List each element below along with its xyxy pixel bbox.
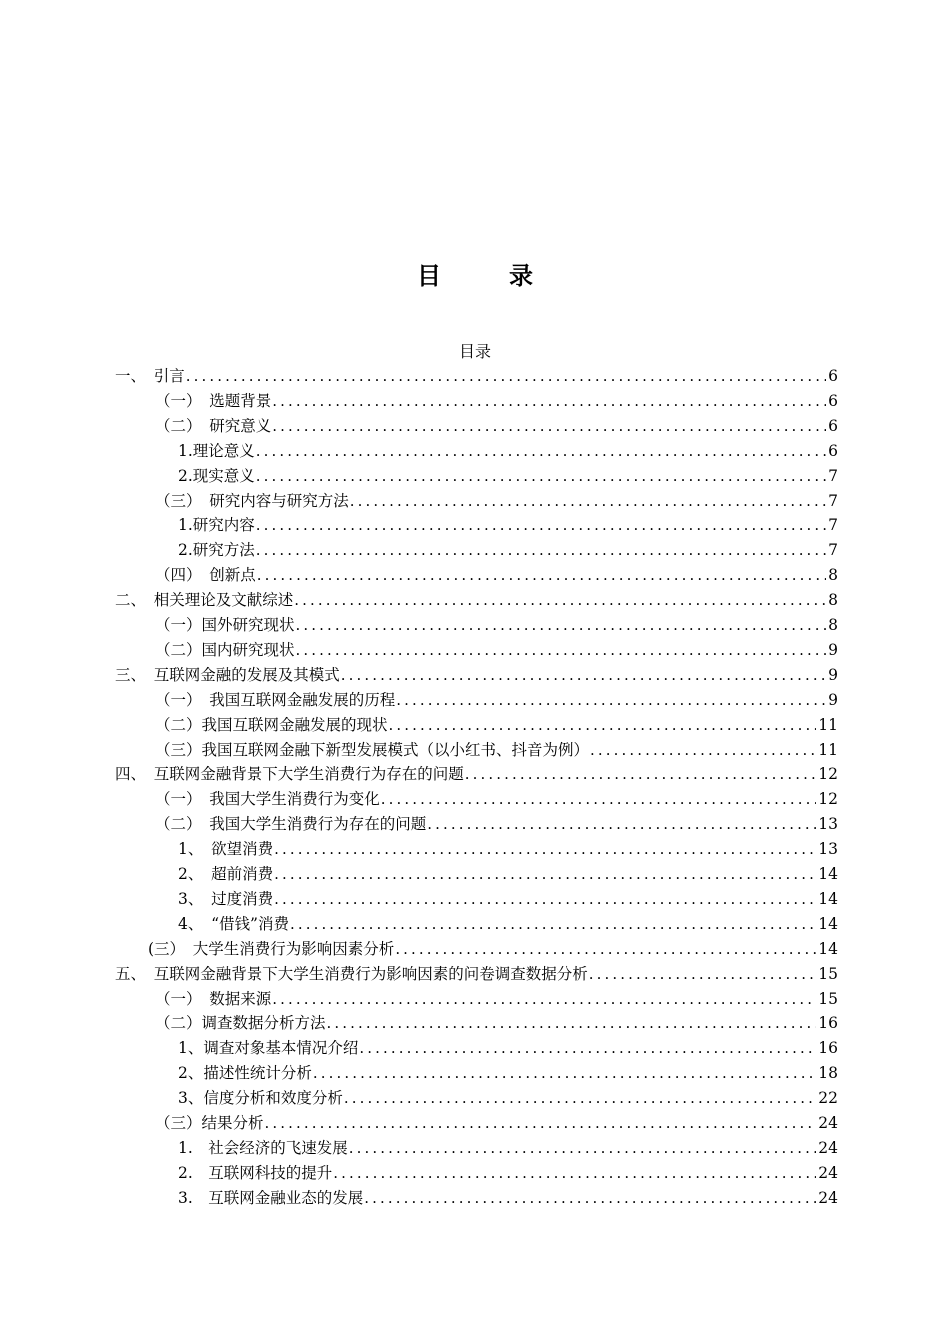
- toc-entry[interactable]: [178, 862, 838, 887]
- toc-entry[interactable]: [155, 489, 838, 514]
- toc-entry-label: （四） 创新点: [155, 566, 256, 585]
- toc-entry-page: 24: [818, 1138, 838, 1157]
- toc-entry-page: 7: [828, 466, 838, 485]
- toc-entry-page: 14: [818, 939, 838, 958]
- toc-entry-page: 12: [818, 765, 838, 784]
- toc-leader-dots: [272, 414, 826, 439]
- toc-leader-dots: [327, 1011, 817, 1036]
- toc-entry-page: 15: [818, 989, 838, 1008]
- toc-entry-label: 1.理论意义: [178, 441, 255, 460]
- toc-entry[interactable]: [155, 812, 838, 837]
- toc-leader-dots: [256, 464, 826, 489]
- toc-entry-page: 6: [828, 416, 838, 435]
- toc-leader-dots: [294, 588, 826, 613]
- toc-entry-page: 12: [818, 790, 838, 809]
- toc-leader-dots: [344, 1086, 816, 1111]
- toc-entry-label: 二、 相关理论及文献综述: [115, 591, 294, 610]
- toc-entry-label: (三） 大学生消费行为影响因素分析: [148, 939, 395, 958]
- toc-leader-dots: [427, 812, 816, 837]
- toc-entry-page: 13: [818, 840, 838, 859]
- toc-entry-page: 6: [828, 391, 838, 410]
- toc-entry[interactable]: [155, 987, 838, 1012]
- toc-entry-page: 24: [818, 1114, 838, 1132]
- toc-leader-dots: [396, 688, 826, 713]
- toc-leader-dots: [256, 513, 826, 538]
- toc-heading: 目录: [458, 342, 491, 361]
- toc-entry[interactable]: [155, 1011, 838, 1036]
- toc-leader-dots: [256, 439, 826, 464]
- toc-entry[interactable]: [155, 414, 838, 439]
- toc-entry-label: 1、 欲望消费: [178, 840, 274, 859]
- toc-leader-dots: [590, 738, 816, 763]
- toc-entry-label: 2. 互联网科技的提升: [178, 1163, 333, 1182]
- toc-leader-dots: [364, 1186, 816, 1211]
- toc-leader-dots: [296, 613, 827, 638]
- toc-entry-page: 22: [818, 1089, 838, 1108]
- page-title: 目 录: [417, 262, 555, 290]
- toc-entry[interactable]: [115, 962, 838, 987]
- toc-entry-label: 3、 过度消费: [178, 889, 274, 908]
- toc-leader-dots: [274, 862, 816, 887]
- toc-entry[interactable]: [148, 937, 838, 962]
- toc-leader-dots: [350, 489, 826, 514]
- toc-entry-page: 8: [828, 616, 838, 634]
- toc-entry-page: 24: [818, 1188, 838, 1207]
- toc-leader-dots: [272, 389, 826, 414]
- toc-entry-page: 24: [818, 1163, 838, 1182]
- toc-entry-page: 8: [828, 566, 838, 585]
- toc-entry-label: 3. 互联网金融业态的发展: [178, 1188, 364, 1207]
- toc-leader-dots: [349, 1136, 816, 1161]
- toc-leader-dots: [313, 1061, 816, 1086]
- toc-entry[interactable]: [115, 364, 838, 389]
- toc-entry-label: 2、 超前消费: [178, 865, 274, 883]
- toc-entry-page: 8: [828, 591, 838, 610]
- toc-entry-page: 15: [818, 964, 838, 983]
- toc-entry-page: 6: [828, 441, 838, 460]
- toc-leader-dots: [186, 364, 826, 389]
- toc-entry-page: 18: [818, 1064, 838, 1083]
- toc-entry[interactable]: [155, 688, 838, 713]
- toc-entry[interactable]: [155, 1111, 838, 1136]
- toc-leader-dots: [381, 787, 817, 812]
- toc-entry-label: （二）我国互联网金融发展的现状: [155, 715, 388, 734]
- toc-entry-label: 1.研究内容: [178, 516, 255, 535]
- toc-entry-label: 2、描述性统计分析: [178, 1064, 312, 1083]
- toc-entry[interactable]: [115, 663, 838, 688]
- toc-leader-dots: [274, 887, 816, 912]
- toc-leader-dots: [265, 1111, 817, 1136]
- toc-entry[interactable]: [178, 1086, 838, 1111]
- toc-entry-label: 2.现实意义: [178, 466, 255, 485]
- toc-entry[interactable]: [178, 1161, 838, 1186]
- toc-entry[interactable]: [155, 638, 838, 663]
- toc-entry[interactable]: [178, 538, 838, 563]
- toc-entry-label: （一） 我国互联网金融发展的历程: [155, 690, 396, 709]
- toc-entry-page: 9: [828, 640, 838, 659]
- toc-entry-label: （一）国外研究现状: [155, 616, 295, 634]
- toc-leader-dots: [272, 987, 816, 1012]
- toc-entry-label: （二） 研究意义: [155, 416, 272, 435]
- toc-entry[interactable]: [115, 762, 838, 787]
- toc-entry-page: 13: [818, 815, 838, 834]
- toc-entry-label: （一） 选题背景: [155, 391, 272, 410]
- toc-entry-label: 一、 引言: [115, 367, 185, 385]
- toc-entry-page: 16: [818, 1039, 838, 1058]
- toc-entry-page: 9: [828, 665, 838, 684]
- toc-leader-dots: [389, 713, 817, 738]
- toc-entry[interactable]: [178, 837, 838, 862]
- toc-entry[interactable]: [178, 1186, 838, 1211]
- toc-entry[interactable]: [178, 513, 838, 538]
- toc-entry-page: 7: [828, 541, 838, 560]
- toc-entry-page: 6: [828, 367, 838, 385]
- toc-entry[interactable]: [115, 588, 838, 613]
- toc-entry-page: 7: [828, 491, 838, 510]
- toc-entry-label: （一） 我国大学生消费行为变化: [155, 790, 380, 809]
- toc-entry-label: （二） 我国大学生消费行为存在的问题: [155, 815, 427, 834]
- toc-entry-label: 三、 互联网金融的发展及其模式: [115, 665, 340, 684]
- toc-entry-page: 14: [818, 889, 838, 908]
- toc-entry[interactable]: [155, 713, 838, 738]
- toc-entry[interactable]: [178, 464, 838, 489]
- toc-entry-label: （三）我国互联网金融下新型发展模式（以小红书、抖音为例）: [155, 740, 590, 759]
- toc-entry-label: 四、 互联网金融背景下大学生消费行为存在的问题: [115, 765, 464, 784]
- toc-entry[interactable]: [155, 738, 838, 763]
- toc-entry-label: 1. 社会经济的飞速发展: [178, 1138, 348, 1157]
- toc-entry-page: 14: [818, 914, 838, 933]
- toc-entry[interactable]: [178, 439, 838, 464]
- toc-leader-dots: [465, 762, 817, 787]
- toc-leader-dots: [257, 563, 826, 588]
- toc-entry-label: （三） 研究内容与研究方法: [155, 491, 349, 510]
- toc-entry[interactable]: [178, 912, 838, 937]
- toc-entry-page: 14: [818, 865, 838, 883]
- toc-entry[interactable]: [155, 787, 838, 812]
- toc-entry-label: 2.研究方法: [178, 541, 255, 560]
- toc-leader-dots: [395, 937, 816, 962]
- toc-leader-dots: [290, 912, 816, 937]
- toc-entry[interactable]: [155, 613, 838, 638]
- toc-entry[interactable]: [155, 563, 838, 588]
- toc-entry-label: （三）结果分析: [155, 1114, 264, 1132]
- toc-leader-dots: [333, 1161, 816, 1186]
- toc-leader-dots: [256, 538, 826, 563]
- toc-leader-dots: [274, 837, 816, 862]
- toc-entry-label: 1、调查对象基本情况介绍: [178, 1039, 359, 1058]
- toc-leader-dots: [589, 962, 817, 987]
- toc-entry-label: 3、信度分析和效度分析: [178, 1089, 343, 1108]
- toc-entry[interactable]: [178, 887, 838, 912]
- toc-entry-label: （一） 数据来源: [155, 989, 272, 1008]
- toc-entry[interactable]: [178, 1136, 838, 1161]
- toc-entry-page: 9: [828, 690, 838, 709]
- toc-entry-page: 7: [828, 516, 838, 535]
- toc-entry[interactable]: [178, 1061, 838, 1086]
- toc-leader-dots: [359, 1036, 816, 1061]
- toc-entry-label: 五、 互联网金融背景下大学生消费行为影响因素的问卷调查数据分析: [115, 964, 588, 983]
- toc-entry-label: （二）国内研究现状: [155, 640, 295, 659]
- toc-entry-page: 11: [818, 740, 838, 759]
- toc-leader-dots: [296, 638, 827, 663]
- toc-entry-label: （二）调查数据分析方法: [155, 1014, 326, 1033]
- toc-entry[interactable]: [155, 389, 838, 414]
- toc-entry-label: 4、 “借钱”消费: [178, 914, 289, 933]
- toc-leader-dots: [341, 663, 826, 688]
- toc-entry[interactable]: [178, 1036, 838, 1061]
- toc-entry-page: 16: [818, 1014, 838, 1033]
- toc-entry-page: 11: [818, 715, 838, 734]
